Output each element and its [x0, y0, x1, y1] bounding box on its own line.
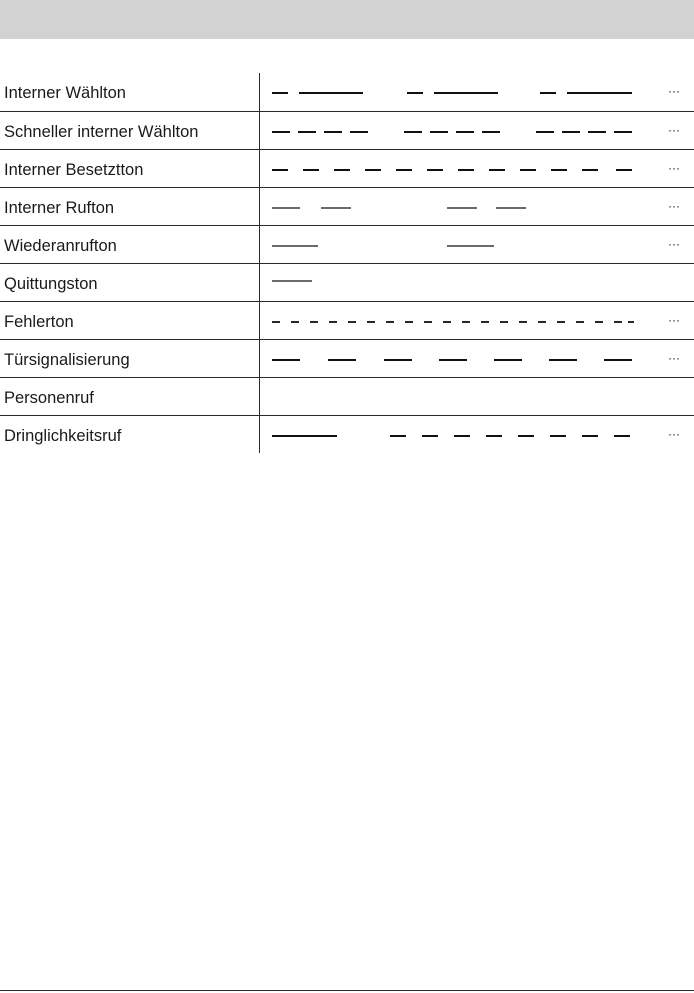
tone-row-interner-waehlton — [0, 73, 694, 111]
tone-pattern — [262, 264, 692, 302]
tone-pattern — [262, 112, 692, 150]
tone-row-interner-besetztton — [0, 149, 694, 187]
tone-pattern — [262, 150, 692, 188]
tone-row-wiederanrufton — [0, 225, 694, 263]
continuation-mark: ··· — [668, 84, 680, 98]
continuation-mark: ··· — [668, 313, 680, 327]
continuation-mark: ··· — [668, 427, 680, 441]
tone-row-fehlerton — [0, 301, 694, 339]
column-divider — [259, 150, 260, 187]
tone-row-tuersignalisierung — [0, 339, 694, 377]
tone-pattern — [262, 302, 692, 340]
column-divider — [259, 112, 260, 149]
footer-rule — [0, 990, 694, 991]
column-divider — [259, 340, 260, 377]
tone-label: Schneller interner Wählton — [4, 123, 199, 141]
tone-signal-table — [0, 73, 694, 453]
tone-label: Interner Wählton — [4, 84, 126, 102]
tone-label: Wiederanrufton — [4, 237, 117, 255]
tone-label: Personenruf — [4, 389, 94, 407]
column-divider — [259, 264, 260, 301]
continuation-mark: ··· — [668, 161, 680, 175]
header-bar — [0, 0, 694, 39]
tone-label: Interner Rufton — [4, 199, 115, 217]
continuation-mark: ··· — [668, 237, 680, 251]
column-divider — [259, 188, 260, 225]
column-divider — [259, 416, 260, 453]
column-divider — [259, 73, 260, 111]
tone-label: Quittungston — [4, 275, 98, 293]
tone-label: Türsignalisierung — [4, 351, 130, 369]
column-divider — [259, 226, 260, 263]
tone-pattern — [262, 340, 692, 378]
tone-pattern — [262, 226, 692, 264]
tone-row-schneller-interner-waehlton — [0, 111, 694, 149]
continuation-mark: ··· — [668, 351, 680, 365]
tone-pattern — [262, 416, 692, 454]
tone-label: Fehlerton — [4, 313, 74, 331]
tone-row-personenruf — [0, 377, 694, 415]
column-divider — [259, 378, 260, 415]
tone-label: Dringlichkeitsruf — [4, 427, 122, 445]
continuation-mark: ··· — [668, 199, 680, 213]
tone-row-interner-rufton — [0, 187, 694, 225]
tone-label: Interner Besetztton — [4, 161, 144, 179]
column-divider — [259, 302, 260, 339]
tone-row-dringlichkeitsruf — [0, 415, 694, 453]
continuation-mark: ··· — [668, 123, 680, 137]
tone-pattern — [262, 188, 692, 226]
tone-row-quittungston — [0, 263, 694, 301]
tone-pattern — [262, 73, 692, 111]
